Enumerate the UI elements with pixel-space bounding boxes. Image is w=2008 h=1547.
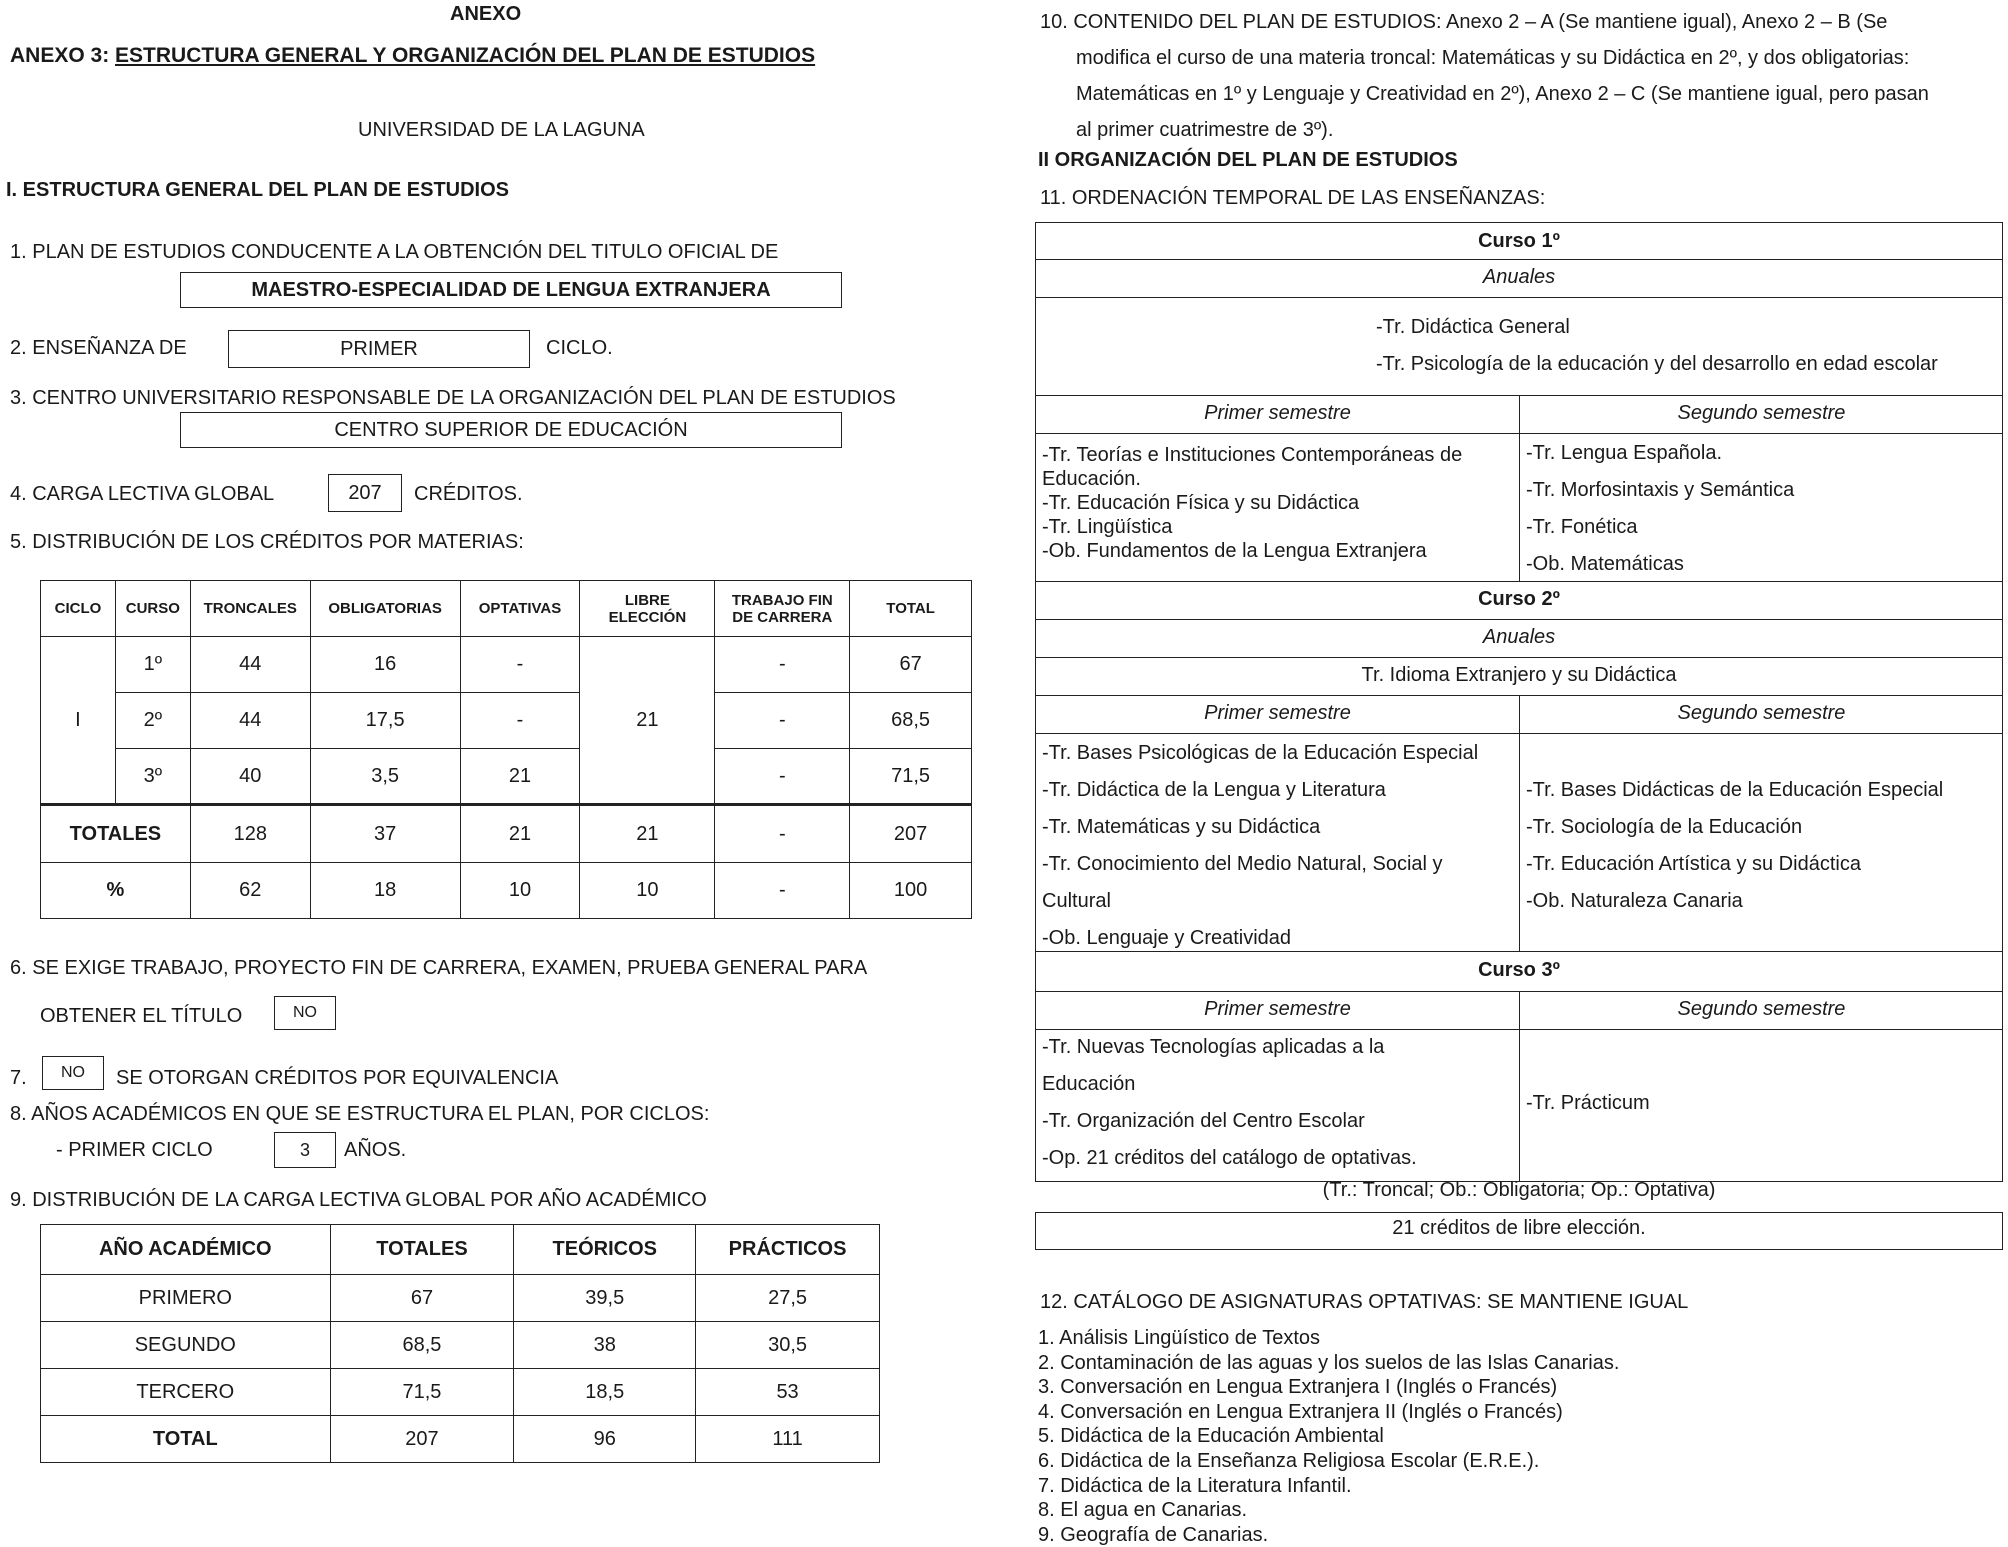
item8-sub: - PRIMER CICLO bbox=[56, 1139, 213, 1161]
item4-suffix: CRÉDITOS. bbox=[414, 483, 523, 505]
item4-value-box bbox=[328, 474, 402, 512]
cell: 39,5 bbox=[514, 1275, 696, 1322]
cell: 27,5 bbox=[696, 1275, 880, 1322]
item8-suffix: AÑOS. bbox=[344, 1139, 407, 1161]
ordenacion-table bbox=[1035, 222, 2003, 1182]
cell: 30,5 bbox=[696, 1322, 880, 1369]
credits-table bbox=[40, 580, 972, 919]
item9-label: 9. DISTRIBUCIÓN DE LA CARGA LECTIVA GLOBAL POR AÑO ACADÉMICO bbox=[10, 1189, 707, 1211]
cell: 111 bbox=[696, 1416, 880, 1463]
curso1-sem1-list bbox=[1042, 443, 1462, 563]
item4-value: 207 bbox=[348, 481, 382, 504]
cell: 10 bbox=[580, 863, 715, 919]
list-item: -Tr. Bases Didácticas de la Educación Especial bbox=[1526, 779, 1944, 801]
list-item: Cultural bbox=[1042, 890, 1111, 912]
cell: 100 bbox=[850, 863, 972, 919]
list-item: -Tr. Didáctica de la Lengua y Literatura bbox=[1042, 779, 1386, 801]
section2-title: II ORGANIZACIÓN DEL PLAN DE ESTUDIOS bbox=[1038, 149, 1458, 171]
cell: 67 bbox=[330, 1275, 514, 1322]
list-item: -Tr. Educación Física y su Didáctica bbox=[1042, 492, 1360, 514]
cell: 21 bbox=[580, 805, 715, 863]
curso2-sem2-label: Segundo semestre bbox=[1677, 702, 1846, 724]
item1-label: 1. PLAN DE ESTUDIOS CONDUCENTE A LA OBTENCIÓN DEL TITULO OFICIAL DE bbox=[10, 241, 779, 263]
table-row bbox=[41, 1322, 880, 1369]
item6-value: NO bbox=[293, 1004, 317, 1021]
item2-value: PRIMER bbox=[340, 337, 418, 360]
list-item: -Tr. Sociología de la Educación bbox=[1526, 816, 1803, 838]
list-item: -Tr. Psicología de la educación y del desarrollo en edad escolar bbox=[1376, 353, 1938, 375]
item7-value-box bbox=[42, 1056, 104, 1090]
curso3-title: Curso 3º bbox=[1478, 959, 1560, 981]
list-item: 6. Didáctica de la Enseñanza Religiosa Escolar (E.R.E.). bbox=[1038, 1449, 1540, 1472]
col-libre: LIBRE ELECCIÓN bbox=[580, 581, 715, 637]
list-item: 1. Análisis Lingüístico de Textos bbox=[1038, 1327, 1321, 1349]
list-item: -Tr. Nuevas Tecnologías aplicadas a la bbox=[1042, 1036, 1385, 1058]
anexo3-title-text: ESTRUCTURA GENERAL Y ORGANIZACIÓN DEL PLAN DE ESTUDIOS bbox=[115, 44, 816, 67]
curso2-sem1-list bbox=[1042, 735, 1478, 957]
list-item: 2. Contaminación de las aguas y los suelos de las Islas Canarias. bbox=[1038, 1351, 1620, 1374]
cell: - bbox=[715, 693, 850, 749]
curso2-anuales-label: Anuales bbox=[1482, 626, 1556, 648]
list-item: -Tr. Matemáticas y su Didáctica bbox=[1042, 816, 1321, 838]
curso2-anuales-item: Tr. Idioma Extranjero y su Didáctica bbox=[1361, 664, 1677, 686]
list-item: -Tr. Morfosintaxis y Semántica bbox=[1526, 479, 1795, 501]
col-total: TOTAL bbox=[850, 581, 972, 637]
item3-value: CENTRO SUPERIOR DE EDUCACIÓN bbox=[334, 418, 688, 441]
cell: TOTAL bbox=[41, 1416, 331, 1463]
item10-line: modifica el curso de una materia troncal: Matemáticas y su Didáctica en 2º, y dos obligatorias: bbox=[1076, 47, 1910, 69]
curso3-sem1-label: Primer semestre bbox=[1204, 998, 1351, 1020]
curso1-anuales-label: Anuales bbox=[1482, 266, 1556, 288]
cell: 67 bbox=[850, 637, 972, 693]
cell: 21 bbox=[460, 805, 580, 863]
table-row bbox=[41, 1369, 880, 1416]
list-item: -Tr. Fonética bbox=[1526, 516, 1638, 538]
item6-line2: OBTENER EL TÍTULO bbox=[40, 1005, 243, 1027]
cell: 68,5 bbox=[850, 693, 972, 749]
cell: 53 bbox=[696, 1369, 880, 1416]
item3-label: 3. CENTRO UNIVERSITARIO RESPONSABLE DE LA ORGANIZACIÓN DEL PLAN DE ESTUDIOS bbox=[10, 387, 896, 409]
cell: 17,5 bbox=[310, 693, 460, 749]
totales-label: TOTALES bbox=[41, 805, 191, 863]
cell: 3º bbox=[115, 749, 190, 805]
cell: 1º bbox=[115, 637, 190, 693]
col-practicos: PRÁCTICOS bbox=[696, 1225, 880, 1275]
list-item: -Tr. Bases Psicológicas de la Educación Especial bbox=[1042, 742, 1479, 764]
cell: 16 bbox=[310, 637, 460, 693]
col-obligatorias: OBLIGATORIAS bbox=[310, 581, 460, 637]
list-item: Educación. bbox=[1042, 468, 1141, 490]
list-item: -Ob. Naturaleza Canaria bbox=[1526, 890, 1743, 912]
cell: 40 bbox=[190, 749, 310, 805]
col-optativas: OPTATIVAS bbox=[460, 581, 580, 637]
list-item: -Tr. Conocimiento del Medio Natural, Social y bbox=[1042, 853, 1443, 875]
optativas-list bbox=[1038, 1326, 1619, 1547]
cell: - bbox=[460, 637, 580, 693]
curso1-sem2-list bbox=[1526, 435, 1794, 583]
list-item: -Ob. Fundamentos de la Lengua Extranjera bbox=[1042, 540, 1427, 562]
curso1-title: Curso 1º bbox=[1478, 230, 1560, 252]
cell: SEGUNDO bbox=[41, 1322, 331, 1369]
cell: 21 bbox=[460, 749, 580, 805]
item7-value: NO bbox=[61, 1064, 85, 1081]
table-row bbox=[41, 693, 972, 749]
cell: 44 bbox=[190, 637, 310, 693]
curso1-sem1-label: Primer semestre bbox=[1204, 402, 1351, 424]
percent-label: % bbox=[41, 863, 191, 919]
anexo-heading: ANEXO bbox=[450, 3, 522, 25]
libre-eleccion-box bbox=[1035, 1212, 2003, 1250]
cell: 68,5 bbox=[330, 1322, 514, 1369]
cell: 18,5 bbox=[514, 1369, 696, 1416]
cell: 71,5 bbox=[330, 1369, 514, 1416]
list-item: 4. Conversación en Lengua Extranjera II (Inglés o Francés) bbox=[1038, 1400, 1563, 1423]
list-item: 8. El agua en Canarias. bbox=[1038, 1499, 1248, 1522]
item2-label: 2. ENSEÑANZA DE bbox=[10, 337, 187, 359]
cell: PRIMERO bbox=[41, 1275, 331, 1322]
curso3-sem2-label: Segundo semestre bbox=[1677, 998, 1846, 1020]
col-ano: AÑO ACADÉMICO bbox=[41, 1225, 331, 1275]
cell: 10 bbox=[460, 863, 580, 919]
list-item: 9. Geografía de Canarias. bbox=[1038, 1523, 1269, 1546]
item7-label: SE OTORGAN CRÉDITOS POR EQUIVALENCIA bbox=[116, 1067, 559, 1089]
libre-eleccion-text: 21 créditos de libre elección. bbox=[1392, 1217, 1646, 1239]
list-item: 7. Didáctica de la Literatura Infantil. bbox=[1038, 1474, 1352, 1497]
item2-value-box bbox=[228, 330, 530, 368]
item10-line: 10. CONTENIDO DEL PLAN DE ESTUDIOS: Anexo 2 – A (Se mantiene igual), Anexo 2 – B (Se bbox=[1040, 11, 1888, 33]
item6-value-box bbox=[274, 996, 336, 1030]
curso1-anuales bbox=[1376, 309, 1938, 383]
list-item: -Tr. Lengua Española. bbox=[1526, 442, 1723, 464]
curso2-sem2-list bbox=[1526, 772, 1943, 920]
cell: 44 bbox=[190, 693, 310, 749]
list-item: 5. Didáctica de la Educación Ambiental bbox=[1038, 1425, 1384, 1448]
item1-value: MAESTRO-ESPECIALIDAD DE LENGUA EXTRANJERA bbox=[251, 278, 771, 301]
curso2-title: Curso 2º bbox=[1478, 588, 1560, 610]
item2-suffix: CICLO. bbox=[546, 337, 613, 359]
percent-row bbox=[41, 863, 972, 919]
total-row bbox=[41, 1416, 880, 1463]
cell: - bbox=[460, 693, 580, 749]
item11-label: 11. ORDENACIÓN TEMPORAL DE LAS ENSEÑANZAS: bbox=[1040, 187, 1546, 209]
cell: 2º bbox=[115, 693, 190, 749]
ciclo-cell: I bbox=[41, 637, 116, 805]
item6-line1: 6. SE EXIGE TRABAJO, PROYECTO FIN DE CARRERA, EXAMEN, PRUEBA GENERAL PARA bbox=[10, 957, 868, 979]
item8-value: 3 bbox=[299, 1139, 310, 1160]
cell: - bbox=[715, 637, 850, 693]
cell: 62 bbox=[190, 863, 310, 919]
col-teoricos: TEÓRICOS bbox=[514, 1225, 696, 1275]
item4-label: 4. CARGA LECTIVA GLOBAL bbox=[10, 483, 275, 505]
cell: 38 bbox=[514, 1322, 696, 1369]
list-item: Educación bbox=[1042, 1073, 1136, 1095]
table-row bbox=[41, 1275, 880, 1322]
cell: TERCERO bbox=[41, 1369, 331, 1416]
col-troncales: TRONCALES bbox=[190, 581, 310, 637]
list-item: 3. Conversación en Lengua Extranjera I (Inglés o Francés) bbox=[1038, 1376, 1558, 1399]
list-item: -Tr. Organización del Centro Escolar bbox=[1042, 1110, 1365, 1132]
item8-label: 8. AÑOS ACADÉMICOS EN QUE SE ESTRUCTURA EL PLAN, POR CICLOS: bbox=[10, 1103, 710, 1125]
list-item: -Op. 21 créditos del catálogo de optativas. bbox=[1042, 1147, 1417, 1169]
libre-cell: 21 bbox=[580, 637, 715, 805]
item1-value-box bbox=[180, 272, 842, 308]
col-totales: TOTALES bbox=[330, 1225, 514, 1275]
list-item: -Tr. Educación Artística y su Didáctica bbox=[1526, 853, 1861, 875]
list-item: -Tr. Lingüística bbox=[1042, 516, 1173, 538]
ordenacion-legend: (Tr.: Troncal; Ob.: Obligatoria; Op.: Optativa) bbox=[1322, 1179, 1716, 1201]
item8-value-box bbox=[274, 1132, 336, 1168]
university-name: UNIVERSIDAD DE LA LAGUNA bbox=[358, 119, 645, 141]
cell: - bbox=[715, 863, 850, 919]
item10-line: al primer cuatrimestre de 3º). bbox=[1076, 119, 1334, 141]
col-trabajo: TRABAJO FIN DE CARRERA bbox=[715, 581, 850, 637]
item12-title: 12. CATÁLOGO DE ASIGNATURAS OPTATIVAS: SE MANTIENE IGUAL bbox=[1040, 1291, 1689, 1313]
item5-label: 5. DISTRIBUCIÓN DE LOS CRÉDITOS POR MATERIAS: bbox=[10, 531, 524, 553]
curso3-sem2-item: -Tr. Prácticum bbox=[1526, 1092, 1650, 1114]
item10-line: Matemáticas en 1º y Lenguaje y Creatividad en 2º), Anexo 2 – C (Se mantiene igual, pero pasan bbox=[1076, 83, 1929, 105]
cell: 71,5 bbox=[850, 749, 972, 805]
cell: - bbox=[715, 805, 850, 863]
curso3-sem1-list bbox=[1042, 1029, 1417, 1177]
curso2-sem1-label: Primer semestre bbox=[1204, 702, 1351, 724]
col-ciclo: CICLO bbox=[41, 581, 116, 637]
cell: 18 bbox=[310, 863, 460, 919]
cell: 207 bbox=[850, 805, 972, 863]
cell: - bbox=[715, 749, 850, 805]
year-table bbox=[40, 1224, 880, 1463]
item7-num: 7. bbox=[10, 1067, 27, 1089]
list-item: -Tr. Didáctica General bbox=[1376, 316, 1570, 338]
cell: 96 bbox=[514, 1416, 696, 1463]
cell: 37 bbox=[310, 805, 460, 863]
cell: 128 bbox=[190, 805, 310, 863]
item10-text bbox=[1040, 4, 2000, 148]
totales-row bbox=[41, 805, 972, 863]
list-item: -Ob. Lenguaje y Creatividad bbox=[1042, 927, 1292, 949]
section1-title: I. ESTRUCTURA GENERAL DEL PLAN DE ESTUDIOS bbox=[6, 179, 510, 201]
col-curso: CURSO bbox=[115, 581, 190, 637]
table-row bbox=[41, 749, 972, 805]
cell: 207 bbox=[330, 1416, 514, 1463]
anexo3-prefix: ANEXO 3: bbox=[10, 44, 116, 67]
curso1-sem2-label: Segundo semestre bbox=[1677, 402, 1846, 424]
list-item: -Tr. Teorías e Instituciones Contemporáneas de bbox=[1042, 444, 1463, 466]
table-row bbox=[41, 637, 972, 693]
item3-value-box bbox=[180, 412, 842, 448]
cell: 3,5 bbox=[310, 749, 460, 805]
anexo3-title bbox=[10, 44, 815, 68]
list-item: -Ob. Matemáticas bbox=[1526, 553, 1684, 575]
